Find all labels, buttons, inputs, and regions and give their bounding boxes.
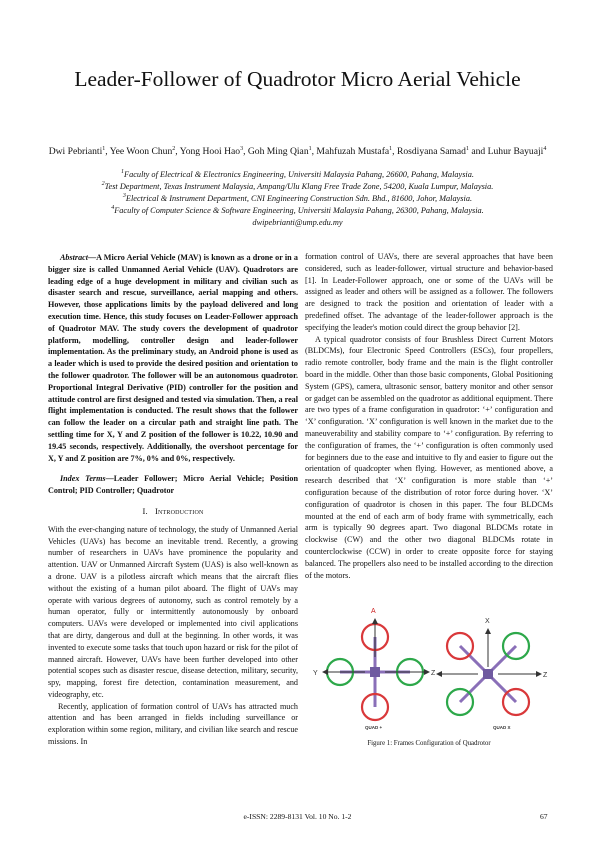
author-name: Rosdiyana Samad$^1$ — [396, 145, 469, 157]
index-terms-text: —Leader Follower; Micro Aerial Vehicle; Position Control; PID Controller; Quadrotor — [48, 474, 298, 496]
author-name: Dwi Pebrianti$^1$ — [48, 145, 106, 157]
affiliation-2: $^2$Test Department, Texas Instrument Malaysia, Ampang/Ulu Klang Free Trade Zone, 54200, Kuala Lumpur, Malaysia. — [101, 181, 494, 191]
footer-issn: e-ISSN: 2289-8131 Vol. 10 No. 1-2 — [243, 812, 352, 821]
author-name: Luhur Bayuaji$^4$ — [487, 145, 547, 157]
author-name: Mahfuzah Mustafa$^1$ — [316, 145, 393, 157]
axis-label-z-right: Z — [543, 672, 548, 680]
affiliation-1: $^1$Faculty of Electrical & Electronics Engineering, Universiti Malaysia Pahang, 26600, Pahang, Malaysia. — [121, 169, 474, 179]
right-column — [305, 251, 553, 750]
author-email: dwipebrianti@ump.edu.my — [252, 218, 343, 227]
paper-title: Leader-Follower of Quadrotor Micro Aerial Vehicle — [74, 67, 521, 91]
axis-label-z: Z — [431, 670, 436, 678]
figure-caption: Figure 1: Frames Configuration of Quadrotor — [367, 740, 491, 748]
left-column — [48, 252, 298, 748]
quad-x-label: QUAD X — [493, 725, 511, 731]
figure-quadrotor-frames — [305, 589, 553, 737]
axis-label-a: A — [371, 608, 376, 616]
author-name: Yee Woon Chun$^2$ — [109, 145, 176, 157]
author-name: Goh Ming Qian$^1$ — [247, 145, 312, 157]
abstract-text: —A Micro Aerial Vehicle (MAV) is known as a drone or in a bigger size is called Unmanned Aerial Vehicle (UAV). Quadrotors are leading edge of a huge development in military and civilian such as disaster search and rescue, surveillance, aerial mapping and others. However, those applications limits by the payload delivered and long execution time. Hence, this study focuses on Leader-Follower approach of Quadrotor MAV. The study covers the development of quadrotor platform, modelling, controller design and leader-follower implementation. As the preliminary study, an Android phone is used as a leader which is used to provide the desired position and orientation to the follower quadrotor. The follower will be an autonomous quadrotor. Proportional Integral Derivative (PID) controller for the position and attitude control are first designed and tested via simulation. Then, a real flight implementation is conducted. The result shows that the follower can follow the leader on a circular path and straight line path. The settling time for X, Y and Z position of the follower is 10.22, 10.90 and 19.45 seconds, respectively. Additionally, the overshoot percentage for X, Y and Z position are 7%, 0% and 0%, respectively. — [48, 253, 298, 463]
abstract — [48, 252, 298, 464]
quad-plus-diagram — [313, 608, 436, 730]
affiliations — [25, 169, 570, 229]
quad-x-diagram — [437, 618, 548, 730]
quadrotor-diagram — [305, 589, 553, 737]
intro-paragraph-2: Recently, application of formation control of UAVs has attracted much attention and has been arranged in fields including surveillance or exploration within some region, military, and civilian like search and rescue missions. In — [48, 701, 298, 747]
intro-paragraph-4: A typical quadrotor consists of four Brushless Direct Current Motors (BLDCMs), four Electronic Speed Controllers (ESCs), four propellers, radio remote controller, body frame and the main is the flight controller board in the middle. Other than those basic components, Global Positioning System (GPS), camera, ultrasonic sensor, battery monitor and other sensor or gadget can be assembled on the quadrotor as additional equipment. There are two types of a frame configuration in quadrotor: ‘+’ configuration and ‘X’ configuration. ‘X’ configuration is well known in the market due to the maneuverability and stability compare to ‘+’ configuration. By referring to the configuration of frames, the ‘+’ configuration is often commonly used for beginners due to the ease and intuitive to fly and easier to figure out the orientation of quadcopter when flying. However, as mentioned above, a research described that ‘X’ configuration is more stable than ‘+’ configuration because of the distribution of rotor force during hover. ‘X’ configuration of quadrotor is chosen in this paper. The four BLDCMs mounted at the end of each arm of body frame with symmetrically, each arm is typically 90 degrees apart. Two diagonal BLDCMs rotate in clockwise (CW) and the other two diagonal BLDCMs rotate in counterclockwise (CCW) in order to create opposite force for staying balanced. The propellers also need to be installed according to the direction of the motors. — [305, 334, 553, 580]
section-heading-introduction: I. Introduction — [142, 505, 204, 516]
author-list: Dwi Pebrianti$^1$, Yee Woon Chun$^2$, Yong Hooi Hao$^3$, Goh Ming Qian$^1$, Mahfuzah Mustafa$^1$, Rosdiyana Samad$^1$ and Luhur Bayuaji$^4$ — [48, 145, 547, 157]
axis-label-y: Y — [313, 670, 318, 678]
page-number: 67 — [540, 812, 548, 821]
axis-label-x: X — [485, 618, 490, 626]
affiliation-3: $^3$Electrical & Instrument Department, CNI Engineering Construction Sdn. Bhd., 81600, Johor, Malaysia. — [122, 193, 473, 203]
abstract-label: Abstract — [60, 253, 88, 262]
index-terms — [48, 473, 298, 497]
index-terms-label: Index Terms — [60, 474, 106, 484]
intro-paragraph-1: With the ever-changing nature of technology, the study of Unmanned Aerial Vehicles (UAVs) has become an inevitable trend. Recently, a growing number of researchers in UAVs have prominence the popularity and attention. UAV or Unmanned Aircraft System (UAS) is also well-known as a drone. UAV is a pilotless aircraft which means that the aircraft flies without the existing of a human pilot aboard. The flight of UAVs may operate with various degrees of autonomy, such as control remotely by a human operator, fully or intermittently autonomously by onboard computers. UAVs were developed or implemented into civil applications that are dirty, dangerous and dull at the beginning. In other words, it was invented to execute some tasks that touch upon hazard or risk for the pilot of manned aircraft. However, UAVs have been further developed into other potential scopes such as disaster rescue, disease detection, military, security, spy, mapping, forest fire detection, contamination measurement, and videography, etc. — [48, 524, 298, 699]
affiliation-4: $^4$Faculty of Computer Science & Software Engineering, Universiti Malaysia Pahang, 26300, Pahang, Malaysia. — [111, 205, 484, 215]
quad-plus-label: QUAD + — [365, 725, 383, 731]
author-name: Yong Hooi Hao$^3$ — [179, 145, 244, 157]
intro-paragraph-3: formation control of UAVs, there are several approaches that have been considered, such as leader-follower, virtual structure and behavior-based [1]. In Leader-Follower approach, one or some of the UAVs will be assigned as leader and others will be assigned as a follower. The followers are designed to track the position and orientation of leader with a predefined offset. The advantage of the leader-follower approach is the specifying the leader's motion could direct the group behavior [2]. — [305, 252, 553, 332]
